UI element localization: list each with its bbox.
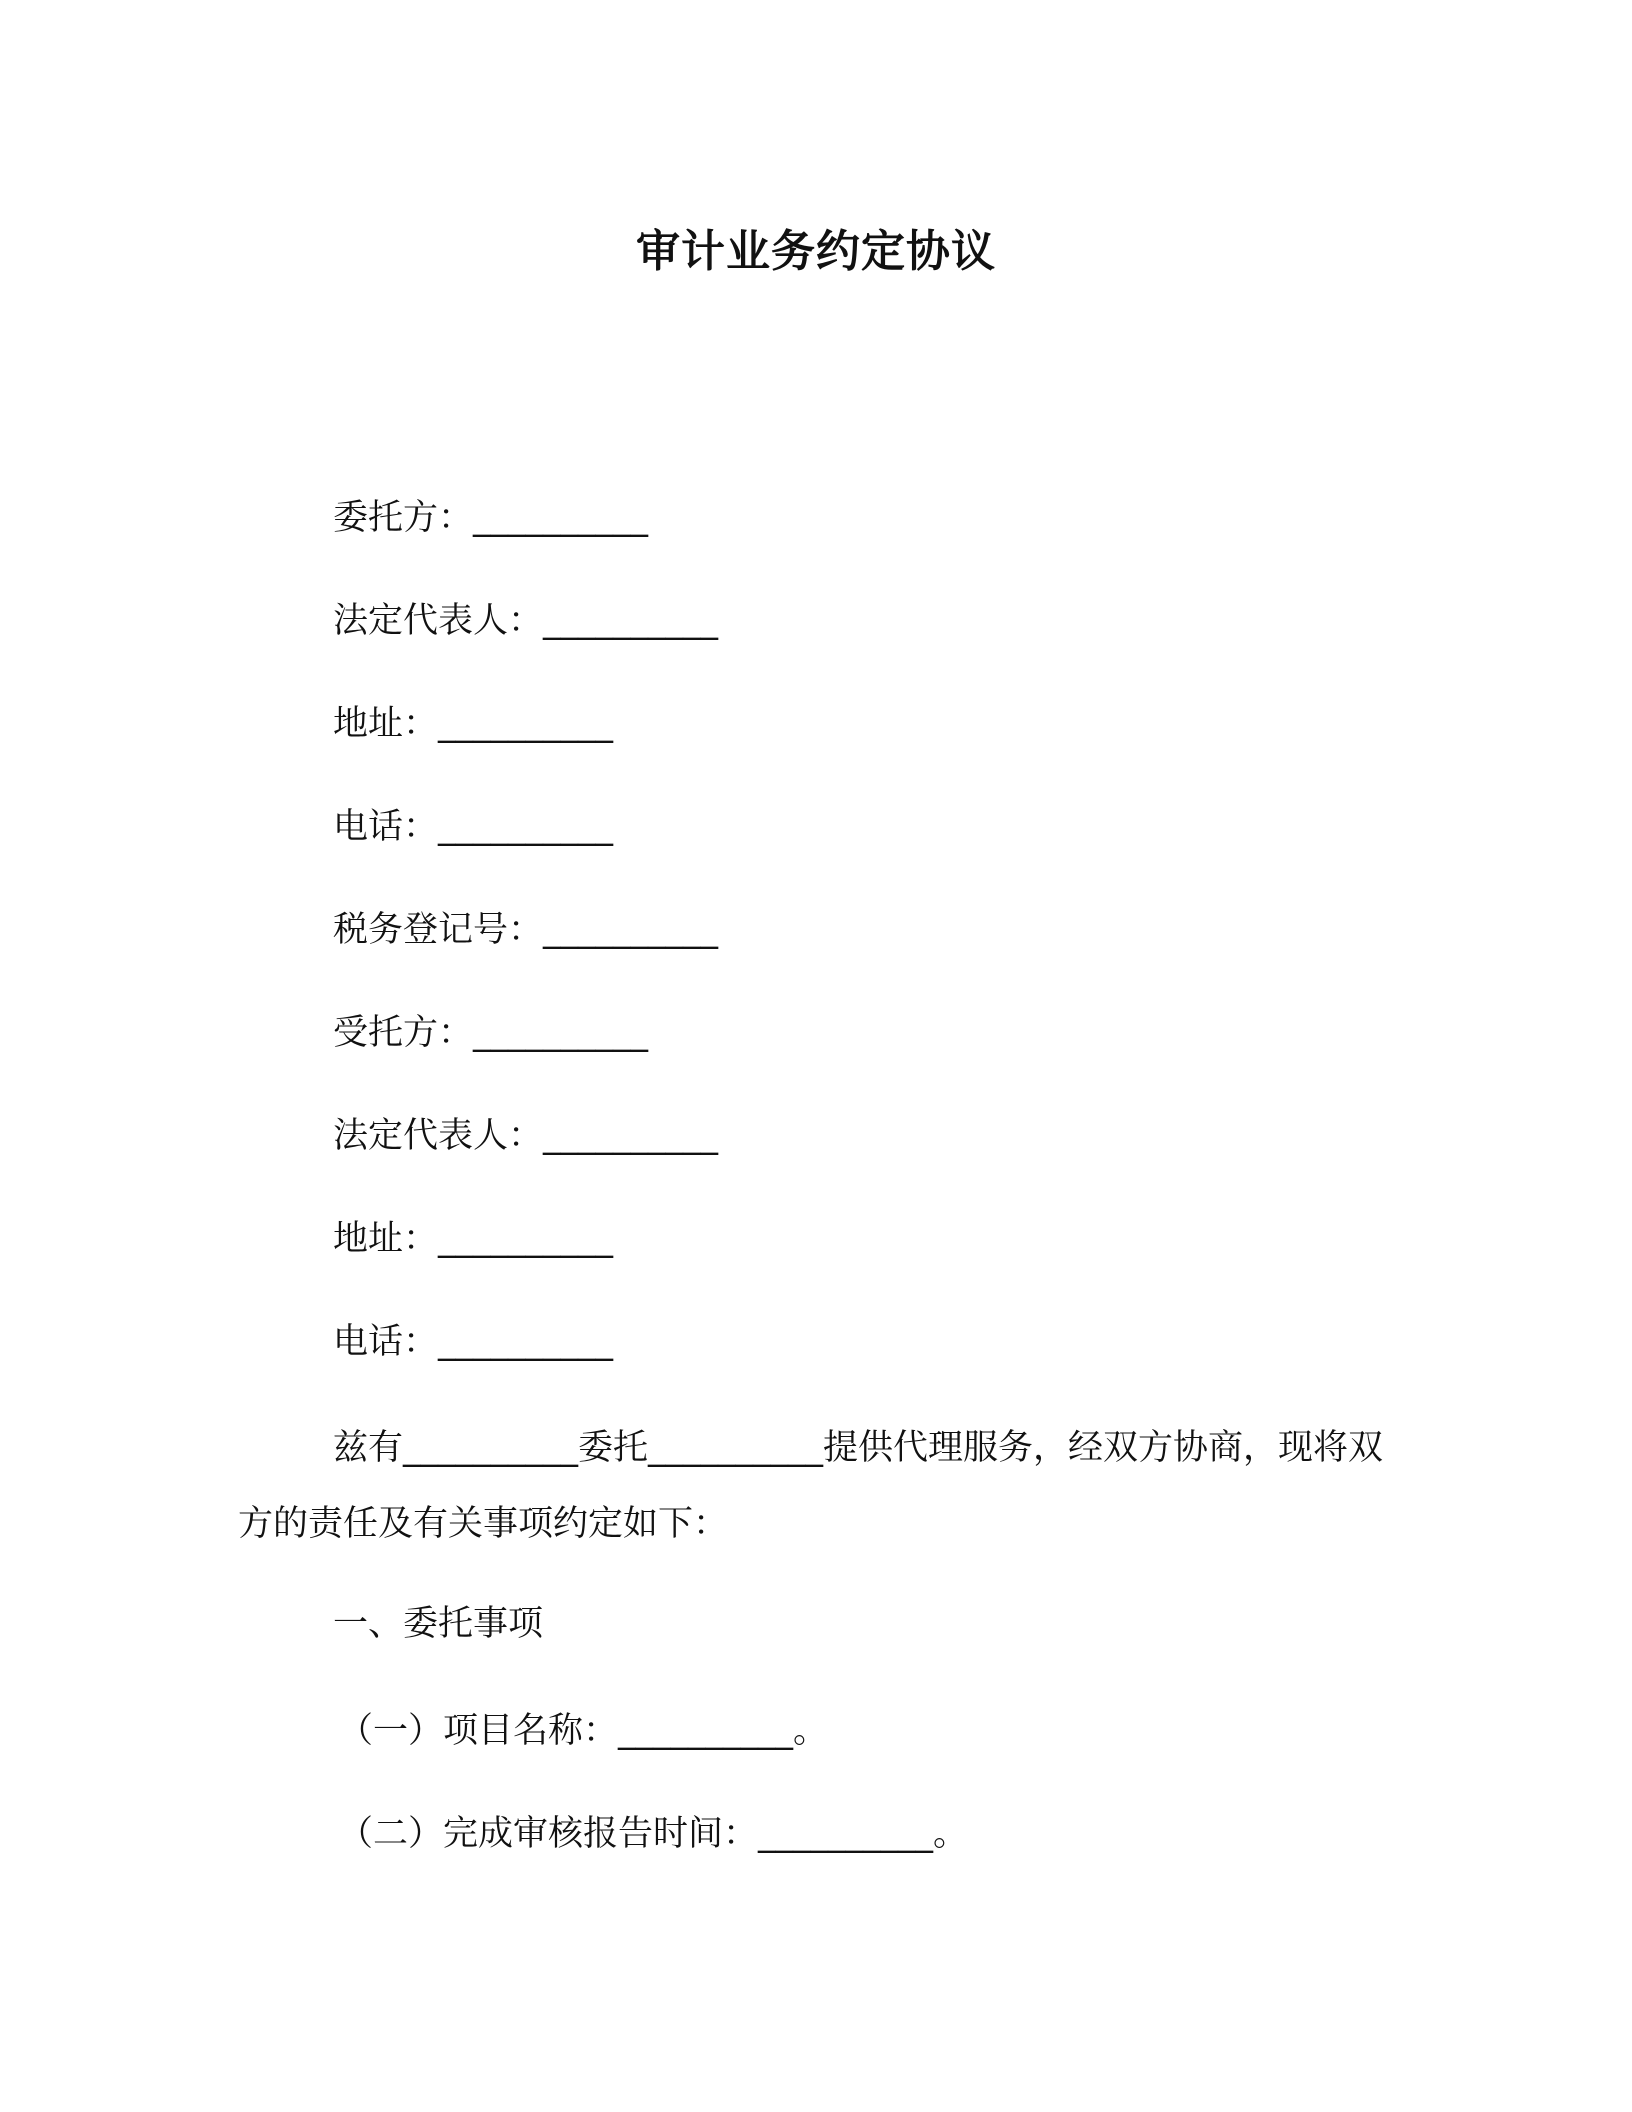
section-heading-entrusted-matters: 一、委托事项 bbox=[333, 1604, 544, 1644]
field-contractor-address: 地址：__________ bbox=[333, 1219, 614, 1259]
field-contractor-phone: 电话：__________ bbox=[333, 1322, 614, 1362]
document-title: 审计业务约定协议 bbox=[636, 226, 996, 277]
intro-paragraph bbox=[238, 1410, 1408, 1562]
field-client-legal-rep: 法定代表人：__________ bbox=[333, 601, 719, 641]
item-report-deadline: （二）完成审核报告时间：__________。 bbox=[338, 1814, 969, 1854]
field-client-address: 地址：__________ bbox=[333, 704, 614, 744]
field-contractor-legal-rep: 法定代表人：__________ bbox=[333, 1116, 719, 1156]
field-client-tax-id: 税务登记号：__________ bbox=[333, 910, 719, 950]
item-project-name: （一）项目名称：__________。 bbox=[338, 1711, 829, 1751]
field-client-phone: 电话：__________ bbox=[333, 807, 614, 847]
intro-paragraph-text: 兹有__________委托__________提供代理服务，经双方协商，现将双方的责任及有关事项约定如下： bbox=[238, 1428, 1384, 1544]
field-contractor: 受托方：__________ bbox=[333, 1013, 649, 1053]
field-client: 委托方：__________ bbox=[333, 498, 649, 538]
